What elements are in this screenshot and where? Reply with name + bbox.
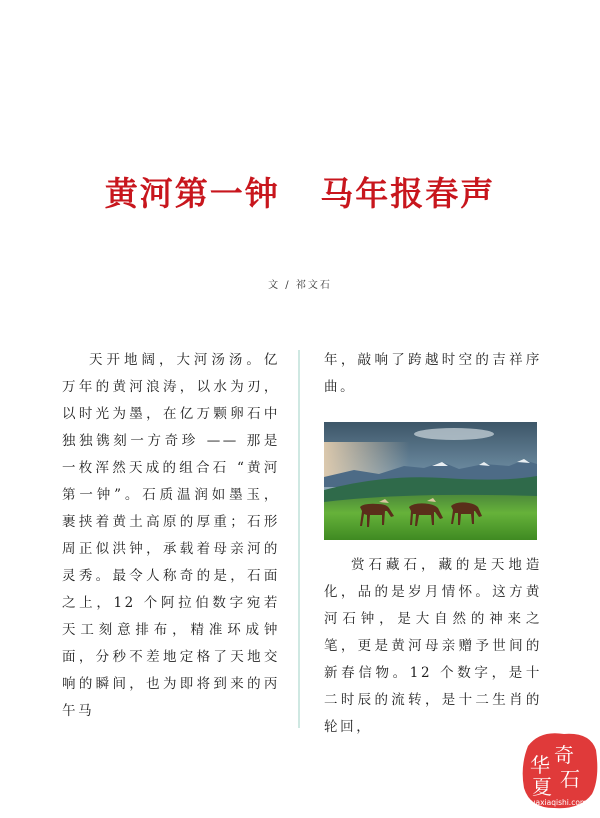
seal-char-hua: 华 <box>530 753 550 777</box>
seal-url: huaxiaqishi.com <box>526 798 588 807</box>
paragraph-1-continued: 年，敲响了跨越时空的吉祥序曲。 <box>324 352 542 395</box>
byline: 文 / 祁文石 <box>268 280 332 291</box>
right-column <box>324 347 542 401</box>
left-column <box>62 347 280 725</box>
paragraph-2-block <box>324 552 542 741</box>
seal-char-xia: 夏 <box>532 775 552 799</box>
watermark-seal <box>520 728 600 814</box>
horses-photo <box>324 422 537 540</box>
paragraph-1: 天开地阔，大河汤汤。亿万年的黄河浪涛，以水为刃，以时光为墨，在亿万颗卵石中独独镌刻一方奇珍 —— 那是一枚浑然天成的组合石 “黄河第一钟”。石质温润如墨玉，裹挟着黄土高原的厚重；石形周正似洪钟，承载着母亲河的灵秀。最令人称奇的是，石面之上，12 个阿拉伯数字宛若天工刻意排布，精准环成钟面，分秒不差地定格了天地交响的瞬间，也为即将到来的丙午马 <box>62 352 280 719</box>
article-title: 黄河第一钟 马年报春声 <box>104 174 496 213</box>
seal-icon <box>520 728 600 814</box>
paragraph-2: 赏石藏石，藏的是天地造化，品的是岁月情怀。这方黄河石钟，是大自然的神来之笔，更是黄河母亲赠予世间的新春信物。12 个数字，是十二时辰的流转，是十二生肖的轮回， <box>324 557 542 735</box>
seal-char-qi: 奇 <box>554 743 574 767</box>
landscape-image <box>324 422 537 540</box>
seal-char-shi: 石 <box>560 767 580 791</box>
column-divider <box>298 350 300 728</box>
